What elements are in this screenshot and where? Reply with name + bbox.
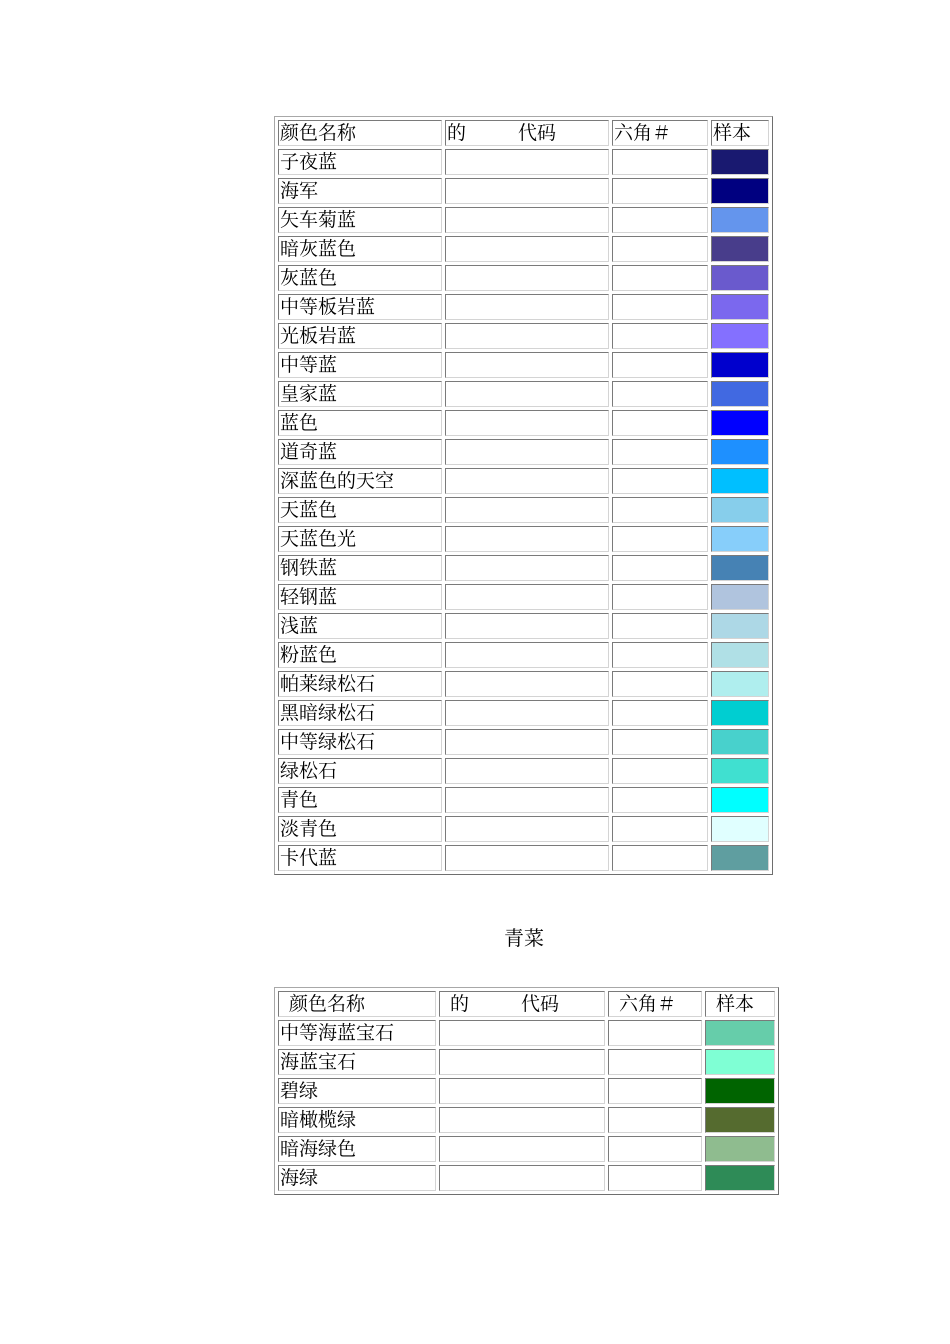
hex-cell <box>612 468 708 494</box>
code-cell <box>445 642 609 668</box>
table-row <box>278 352 769 378</box>
color-swatch <box>712 643 768 667</box>
color-swatch <box>712 324 768 348</box>
color-name-cell: 天蓝色 <box>278 497 442 523</box>
code-cell <box>445 584 609 610</box>
table-row <box>278 700 769 726</box>
hex-cell <box>612 642 708 668</box>
code-cell <box>445 207 609 233</box>
color-name-cell: 暗橄榄绿 <box>278 1107 436 1133</box>
hex-cell <box>608 1078 702 1104</box>
hex-cell <box>612 294 708 320</box>
color-swatch <box>712 585 768 609</box>
sample-cell <box>705 1165 775 1191</box>
table-row <box>278 294 769 320</box>
sample-cell <box>711 381 769 407</box>
color-swatch <box>712 179 768 203</box>
table-row <box>278 1107 775 1133</box>
hex-cell <box>612 584 708 610</box>
header-code-part-b: 代码 <box>518 122 557 144</box>
color-name-cell: 道奇蓝 <box>278 439 442 465</box>
color-swatch <box>706 1079 774 1103</box>
code-cell <box>445 236 609 262</box>
hex-cell <box>612 526 708 552</box>
color-name-cell: 海绿 <box>278 1165 436 1191</box>
code-cell <box>439 1049 605 1075</box>
table-row <box>278 555 769 581</box>
blue-colors-table <box>274 116 773 875</box>
header-hex: 六角＃ <box>612 120 708 146</box>
sample-cell <box>711 294 769 320</box>
header-color-name: 颜色名称 <box>278 991 436 1017</box>
code-cell <box>439 1136 605 1162</box>
sample-cell <box>705 1020 775 1046</box>
table-row <box>278 439 769 465</box>
code-cell <box>445 439 609 465</box>
color-swatch <box>712 759 768 783</box>
sample-cell <box>711 787 769 813</box>
hex-cell <box>612 410 708 436</box>
header-code <box>445 120 609 146</box>
code-cell <box>445 323 609 349</box>
table-row <box>278 149 769 175</box>
color-name-cell: 青色 <box>278 787 442 813</box>
hex-cell <box>608 1049 702 1075</box>
sample-cell <box>711 526 769 552</box>
hex-cell <box>612 613 708 639</box>
table-header-row <box>278 991 775 1017</box>
hex-cell <box>612 700 708 726</box>
hex-cell <box>612 555 708 581</box>
color-swatch <box>712 440 768 464</box>
color-name-cell: 卡代蓝 <box>278 845 442 871</box>
color-name-cell: 天蓝色光 <box>278 526 442 552</box>
color-swatch <box>706 1166 774 1190</box>
code-cell <box>445 526 609 552</box>
color-swatch <box>712 295 768 319</box>
hex-cell <box>608 1020 702 1046</box>
sample-cell <box>711 845 769 871</box>
header-sample: 样本 <box>711 120 769 146</box>
color-name-cell: 灰蓝色 <box>278 265 442 291</box>
sample-cell <box>711 352 769 378</box>
code-cell <box>445 410 609 436</box>
header-code <box>439 991 605 1017</box>
table-row <box>278 1165 775 1191</box>
color-swatch <box>712 208 768 232</box>
color-name-cell: 光板岩蓝 <box>278 323 442 349</box>
code-cell <box>445 352 609 378</box>
color-name-cell: 黑暗绿松石 <box>278 700 442 726</box>
sample-cell <box>705 1078 775 1104</box>
table-row <box>278 1049 775 1075</box>
table-row <box>278 671 769 697</box>
sample-cell <box>711 584 769 610</box>
table-row <box>278 1136 775 1162</box>
color-name-cell: 粉蓝色 <box>278 642 442 668</box>
code-cell <box>439 1107 605 1133</box>
table-row <box>278 613 769 639</box>
table-row <box>278 758 769 784</box>
color-swatch <box>712 150 768 174</box>
hex-cell <box>612 178 708 204</box>
color-name-cell: 皇家蓝 <box>278 381 442 407</box>
color-name-cell: 浅蓝 <box>278 613 442 639</box>
table-row <box>278 207 769 233</box>
hex-cell <box>612 236 708 262</box>
sample-cell <box>711 816 769 842</box>
code-cell <box>445 671 609 697</box>
header-color-name: 颜色名称 <box>278 120 442 146</box>
hex-cell <box>608 1165 702 1191</box>
hex-cell <box>612 207 708 233</box>
table-row <box>278 323 769 349</box>
code-cell <box>445 758 609 784</box>
color-name-cell: 绿松石 <box>278 758 442 784</box>
code-cell <box>445 555 609 581</box>
hex-cell <box>612 845 708 871</box>
hex-cell <box>612 816 708 842</box>
code-cell <box>445 700 609 726</box>
sample-cell <box>711 497 769 523</box>
hex-cell <box>612 439 708 465</box>
color-swatch <box>712 730 768 754</box>
color-name-cell: 淡青色 <box>278 816 442 842</box>
header-code-part-b: 代码 <box>521 993 560 1015</box>
hex-cell <box>612 381 708 407</box>
color-name-cell: 轻钢蓝 <box>278 584 442 610</box>
color-name-cell: 深蓝色的天空 <box>278 468 442 494</box>
color-swatch <box>712 382 768 406</box>
code-cell <box>439 1078 605 1104</box>
section-title-greens: 青菜 <box>504 926 544 950</box>
sample-cell <box>711 700 769 726</box>
table-row <box>278 729 769 755</box>
color-name-cell: 钢铁蓝 <box>278 555 442 581</box>
code-cell <box>439 1020 605 1046</box>
table-row <box>278 642 769 668</box>
color-name-cell: 中等蓝 <box>278 352 442 378</box>
code-cell <box>445 787 609 813</box>
sample-cell <box>705 1107 775 1133</box>
color-name-cell: 帕莱绿松石 <box>278 671 442 697</box>
color-name-cell: 暗海绿色 <box>278 1136 436 1162</box>
color-name-cell: 海军 <box>278 178 442 204</box>
hex-cell <box>612 758 708 784</box>
sample-cell <box>711 642 769 668</box>
table-row <box>278 468 769 494</box>
hex-cell <box>612 323 708 349</box>
table-header-row <box>278 120 769 146</box>
color-name-cell: 海蓝宝石 <box>278 1049 436 1075</box>
code-cell <box>445 613 609 639</box>
table-row <box>278 816 769 842</box>
code-cell <box>445 149 609 175</box>
color-name-cell: 中等绿松石 <box>278 729 442 755</box>
color-swatch <box>706 1137 774 1161</box>
hex-cell <box>612 352 708 378</box>
sample-cell <box>711 758 769 784</box>
color-swatch <box>712 614 768 638</box>
hex-cell <box>608 1107 702 1133</box>
code-cell <box>445 381 609 407</box>
code-cell <box>445 729 609 755</box>
color-name-cell: 中等海蓝宝石 <box>278 1020 436 1046</box>
table-row <box>278 178 769 204</box>
header-code-part-a: 的 <box>447 122 467 144</box>
header-code-part-a: 的 <box>450 993 470 1015</box>
table-row <box>278 584 769 610</box>
sample-cell <box>711 613 769 639</box>
color-name-cell: 子夜蓝 <box>278 149 442 175</box>
table-row <box>278 265 769 291</box>
code-cell <box>445 294 609 320</box>
hex-cell <box>612 729 708 755</box>
color-swatch <box>712 846 768 870</box>
color-swatch <box>712 469 768 493</box>
table-row <box>278 526 769 552</box>
table-row <box>278 236 769 262</box>
color-swatch <box>712 788 768 812</box>
sample-cell <box>711 671 769 697</box>
hex-cell <box>608 1136 702 1162</box>
hex-cell <box>612 787 708 813</box>
sample-cell <box>711 468 769 494</box>
sample-cell <box>711 323 769 349</box>
color-swatch <box>706 1050 774 1074</box>
color-swatch <box>706 1021 774 1045</box>
green-colors-table <box>274 987 779 1195</box>
hex-cell <box>612 265 708 291</box>
sample-cell <box>711 265 769 291</box>
color-name-cell: 暗灰蓝色 <box>278 236 442 262</box>
table-row <box>278 497 769 523</box>
color-swatch <box>712 411 768 435</box>
hex-cell <box>612 671 708 697</box>
table-row <box>278 845 769 871</box>
table-row <box>278 1078 775 1104</box>
header-hex: 六角＃ <box>608 991 702 1017</box>
color-swatch <box>712 498 768 522</box>
code-cell <box>439 1165 605 1191</box>
color-name-cell: 矢车菊蓝 <box>278 207 442 233</box>
table-row <box>278 1020 775 1046</box>
table-row <box>278 381 769 407</box>
sample-cell <box>711 729 769 755</box>
code-cell <box>445 468 609 494</box>
code-cell <box>445 178 609 204</box>
code-cell <box>445 816 609 842</box>
sample-cell <box>705 1136 775 1162</box>
sample-cell <box>711 555 769 581</box>
color-swatch <box>712 556 768 580</box>
hex-cell <box>612 149 708 175</box>
sample-cell <box>711 178 769 204</box>
color-swatch <box>712 353 768 377</box>
sample-cell <box>711 439 769 465</box>
sample-cell <box>711 149 769 175</box>
color-swatch <box>712 237 768 261</box>
color-swatch <box>712 672 768 696</box>
color-name-cell: 碧绿 <box>278 1078 436 1104</box>
hex-cell <box>612 497 708 523</box>
code-cell <box>445 497 609 523</box>
color-swatch <box>712 527 768 551</box>
sample-cell <box>711 236 769 262</box>
header-sample: 样本 <box>705 991 775 1017</box>
sample-cell <box>705 1049 775 1075</box>
color-swatch <box>712 817 768 841</box>
color-name-cell: 蓝色 <box>278 410 442 436</box>
color-name-cell: 中等板岩蓝 <box>278 294 442 320</box>
sample-cell <box>711 207 769 233</box>
color-swatch <box>706 1108 774 1132</box>
table-row <box>278 787 769 813</box>
color-swatch <box>712 701 768 725</box>
color-swatch <box>712 266 768 290</box>
sample-cell <box>711 410 769 436</box>
code-cell <box>445 845 609 871</box>
code-cell <box>445 265 609 291</box>
table-row <box>278 410 769 436</box>
